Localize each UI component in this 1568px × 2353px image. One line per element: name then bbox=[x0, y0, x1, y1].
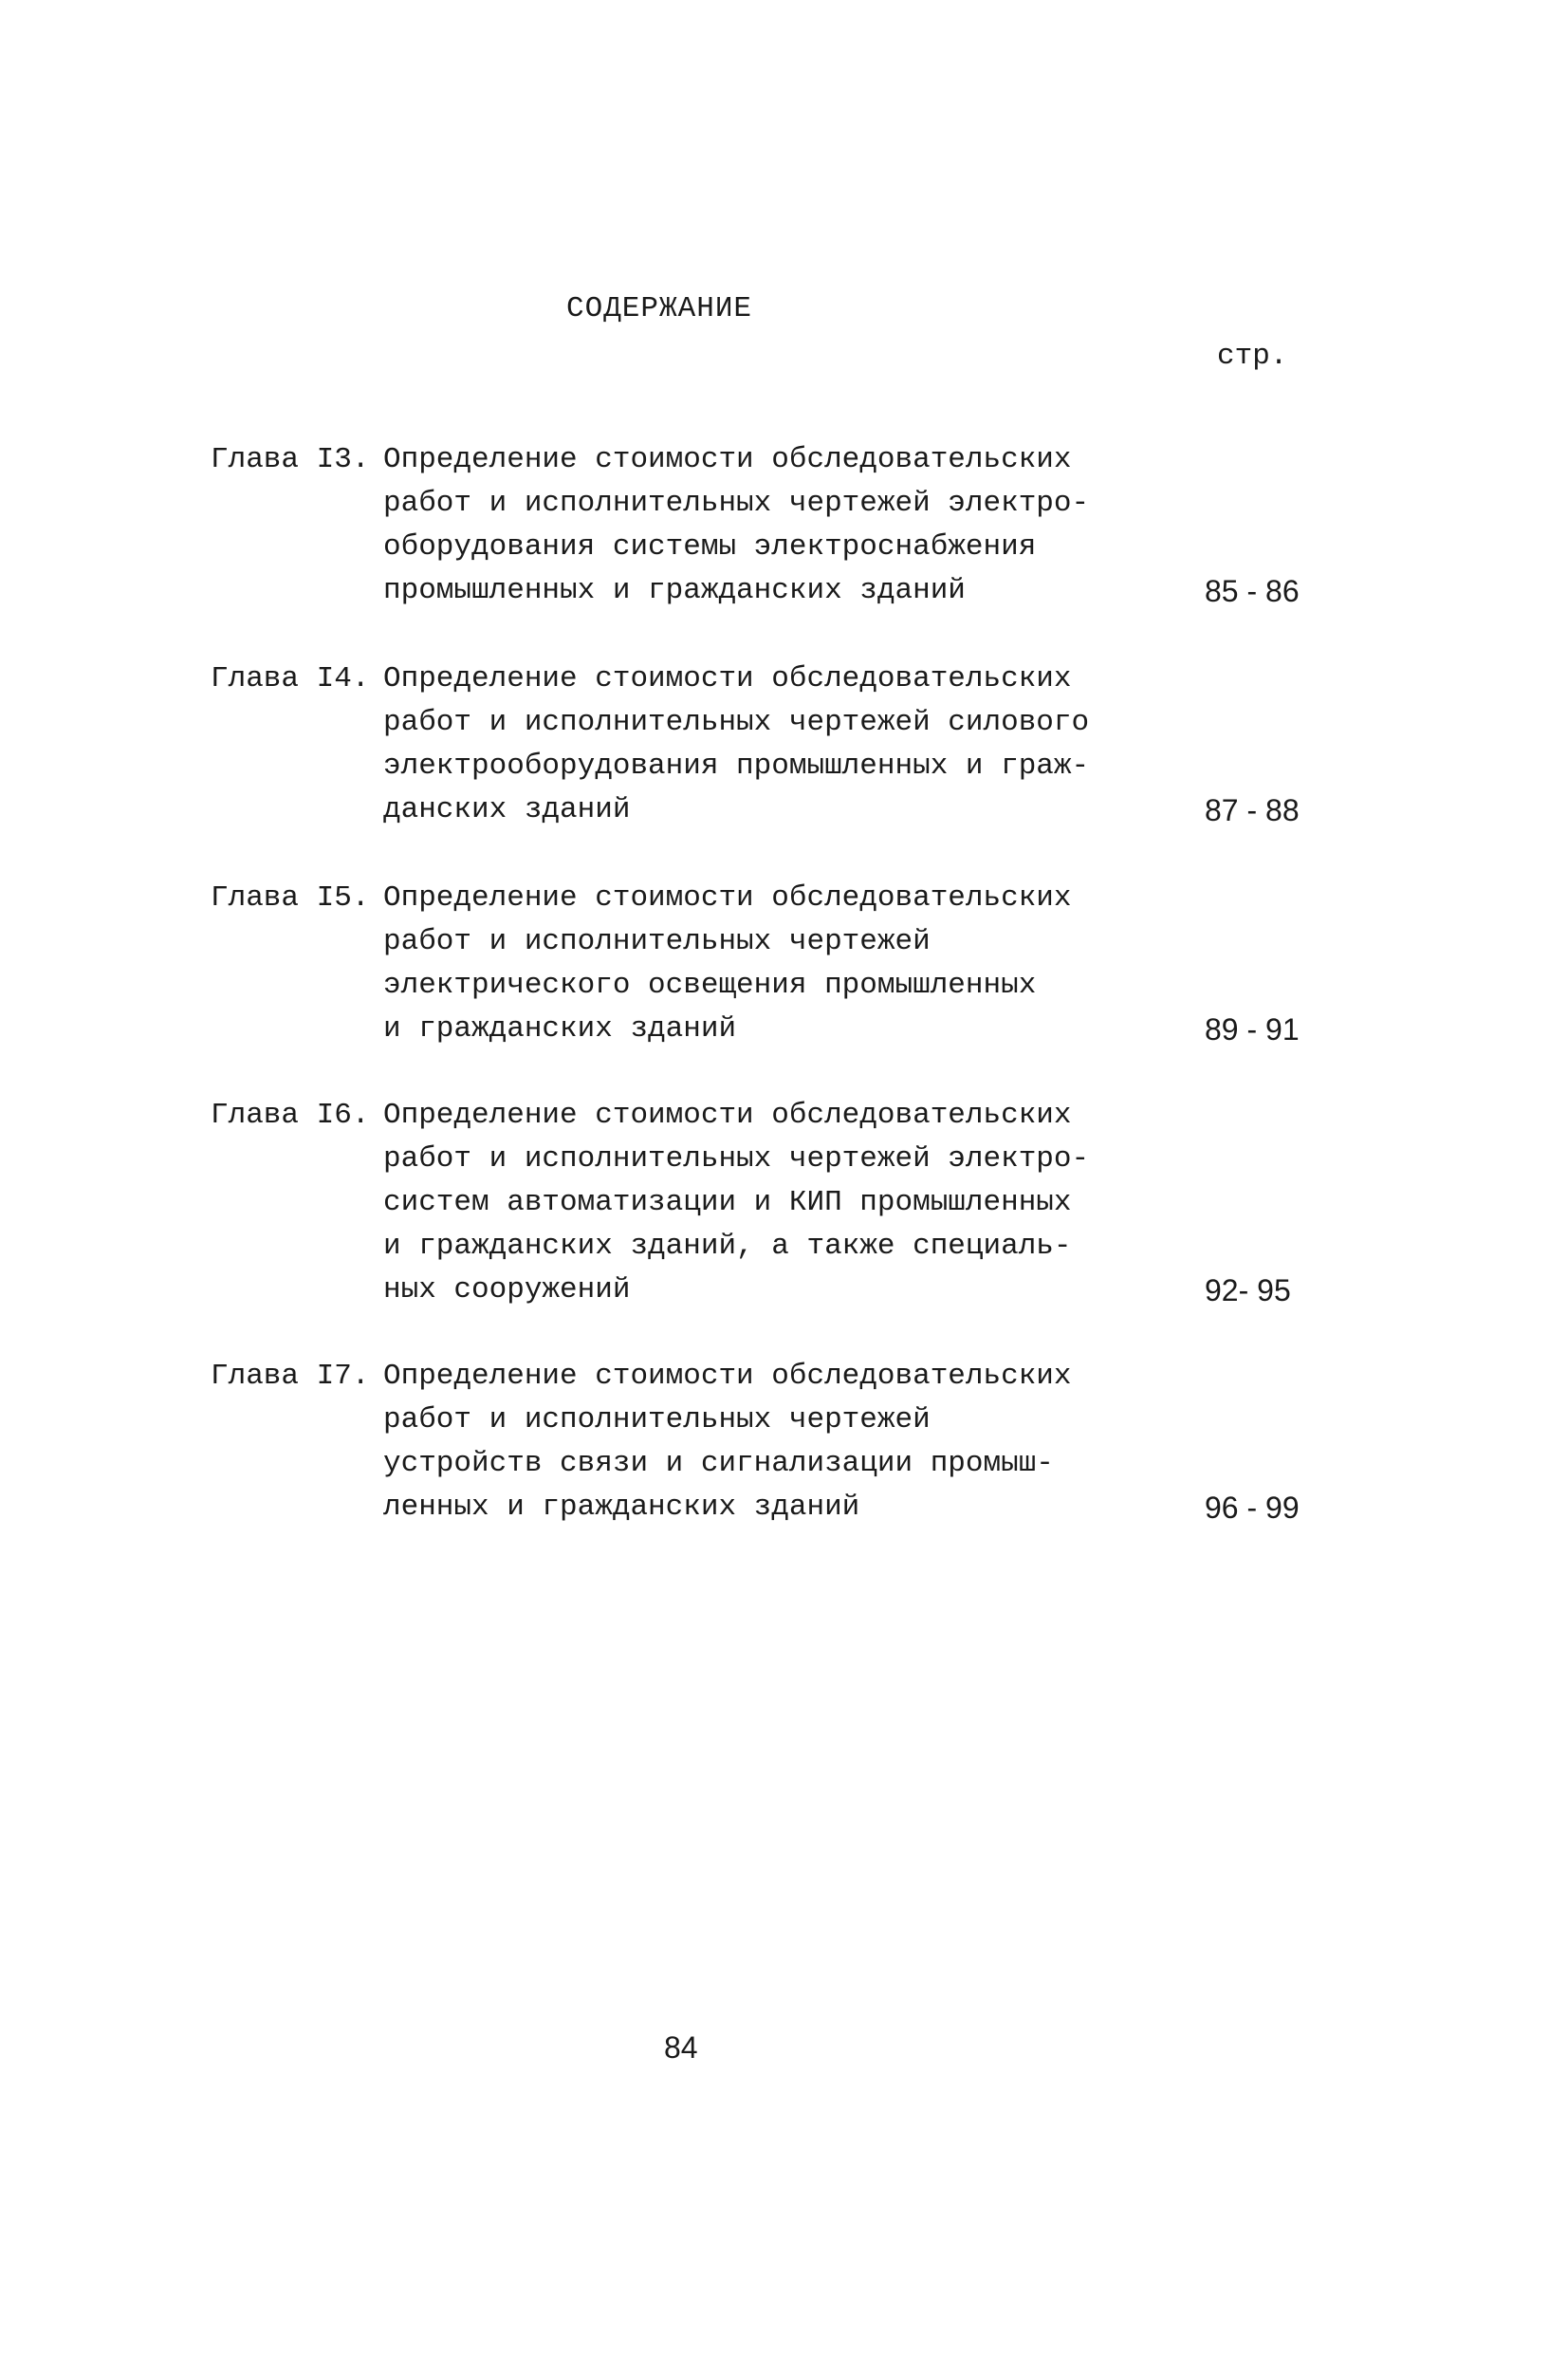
chapter-title-line: электрооборудования промышленных и граж- bbox=[383, 750, 1090, 783]
chapter-title-line: и гражданских зданий, а также специаль- bbox=[383, 1230, 1072, 1263]
chapter-pages: 92- 95 bbox=[1205, 1273, 1291, 1307]
chapter-title-line: Определение стоимости обследовательских bbox=[383, 662, 1072, 695]
chapter-pages: 96 - 99 bbox=[1205, 1491, 1300, 1525]
chapter-title-line: Определение стоимости обследовательских bbox=[383, 443, 1072, 476]
chapter-pages: 89 - 91 bbox=[1205, 1012, 1300, 1047]
chapter-label: Глава I5. bbox=[211, 881, 370, 915]
chapter-title bbox=[383, 658, 1142, 832]
chapter-title-line: работ и исполнительных чертежей силового bbox=[383, 706, 1090, 739]
chapter-label: Глава I7. bbox=[211, 1360, 370, 1393]
chapter-title bbox=[383, 1094, 1142, 1312]
chapter-title-line: ных сооружений bbox=[383, 1273, 631, 1306]
chapter-title-line: промышленных и гражданских зданий bbox=[383, 574, 966, 607]
chapter-title-line: и гражданских зданий bbox=[383, 1012, 737, 1046]
chapter-label: Глава I4. bbox=[211, 662, 370, 695]
chapter-title bbox=[383, 438, 1142, 613]
chapter-title-line: данских зданий bbox=[383, 793, 631, 826]
chapter-title bbox=[383, 1355, 1142, 1529]
chapter-pages: 85 - 86 bbox=[1205, 574, 1300, 608]
chapter-title-line: систем автоматизации и КИП промышленных bbox=[383, 1186, 1072, 1219]
page-number: 84 bbox=[664, 2030, 698, 2065]
chapter-label: Глава I6. bbox=[211, 1099, 370, 1132]
chapter-title-line: Определение стоимости обследовательских bbox=[383, 1360, 1072, 1393]
chapter-title-line: работ и исполнительных чертежей электро- bbox=[383, 1142, 1090, 1176]
chapter-title-line: Определение стоимости обследовательских bbox=[383, 881, 1072, 915]
contents-title: СОДЕРЖАНИЕ bbox=[566, 292, 753, 325]
chapter-title-line: устройств связи и сигнализации промыш- bbox=[383, 1447, 1054, 1480]
chapter-title-line: ленных и гражданских зданий bbox=[383, 1491, 860, 1524]
chapter-title bbox=[383, 877, 1142, 1051]
chapter-title-line: работ и исполнительных чертежей bbox=[383, 925, 931, 958]
chapter-title-line: оборудования системы электроснабжения bbox=[383, 530, 1037, 564]
pages-column-header: стр. bbox=[1217, 340, 1288, 373]
chapter-title-line: электрического освещения промышленных bbox=[383, 969, 1037, 1002]
chapter-pages: 87 - 88 bbox=[1205, 793, 1300, 827]
chapter-label: Глава I3. bbox=[211, 443, 370, 476]
chapter-title-line: Определение стоимости обследовательских bbox=[383, 1099, 1072, 1132]
chapter-title-line: работ и исполнительных чертежей электро- bbox=[383, 487, 1090, 520]
chapter-title-line: работ и исполнительных чертежей bbox=[383, 1403, 931, 1436]
